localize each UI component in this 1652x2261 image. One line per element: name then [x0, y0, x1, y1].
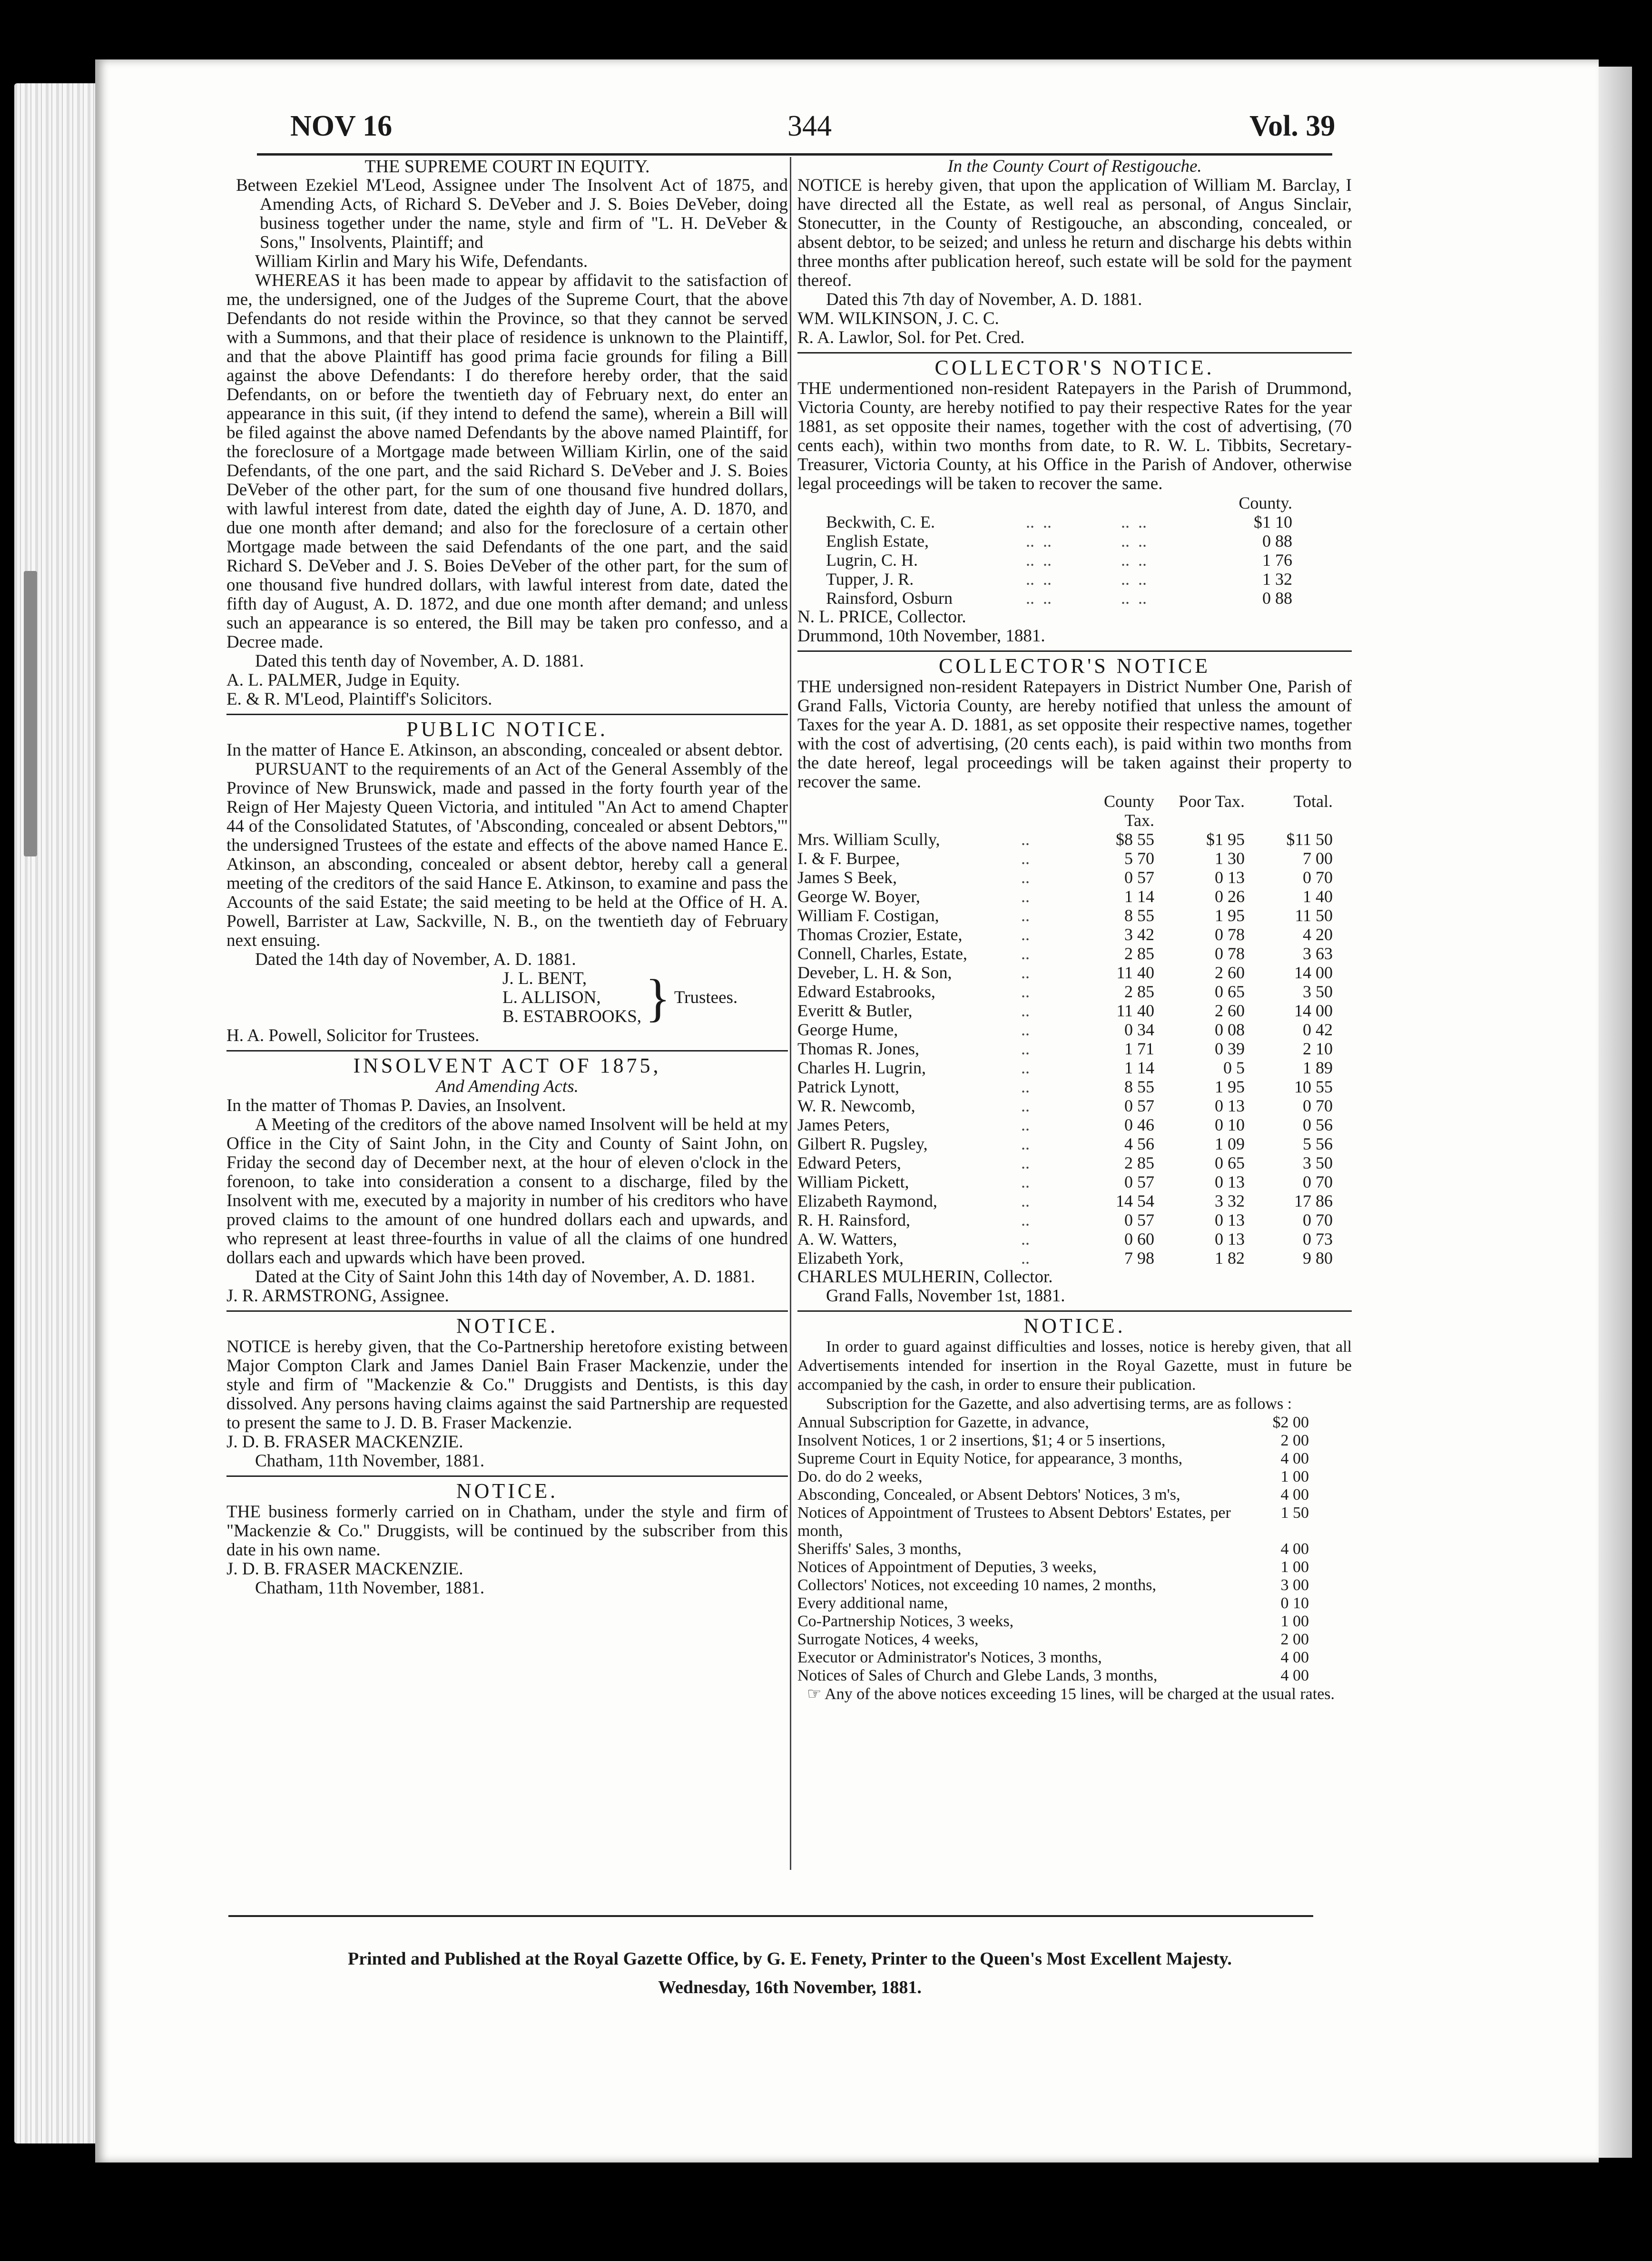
table-row: [797, 1468, 1309, 1486]
table-row: [797, 1153, 1333, 1172]
fee-item: Notices of Appointment of Trustees to Absent Debtors' Estates, per month,: [797, 1504, 1231, 1540]
fee-amount: 4 00: [1280, 1450, 1309, 1467]
poor-tax: 2 60: [1215, 1001, 1245, 1020]
table-row: [797, 1115, 1333, 1134]
ratepayer-name: Mrs. William Scully,: [797, 830, 940, 849]
trustees-block: [226, 969, 788, 1026]
rate-amount: 1 76: [1262, 551, 1292, 570]
total-tax: 2 10: [1303, 1039, 1333, 1058]
leader-dots: ..: [1021, 1172, 1030, 1191]
county-tax: 2 85: [1124, 1153, 1154, 1172]
poor-tax: 0 13: [1215, 1172, 1245, 1191]
fee-amount: 4 00: [1280, 1667, 1309, 1684]
county-tax: 2 85: [1124, 944, 1154, 963]
supreme-court-body: WHEREAS it has been made to appear by affidavit to the satisfaction of me, the undersigned, one of the Judges of the Supreme Court, that the above Defendants do not reside within the Province, so that they cannot be served with a Summons, and that their place of residence is unknown to the Plaintiff, and that the above Plaintiff has good prima facie grounds for filing a Bill against the above Defendants: I do therefore hereby order, that the said Defendants, on or before the twentieth day of February next, do enter an appearance in this suit, (if they intend to defend the same), wherein a Bill will be filed against the above named Defendants by the above named Plaintiff, for the foreclosure of a Mortgage made between William Kirlin, one of the said Defendants, of the one part, and the said Richard S. DeVeber and J. S. Boies DeVeber of the other part, for the sum of one thousand five hundred dollars, with lawful interest from date, dated the eighth day of June, A. D. 1870, and due one month after demand; and also for the foreclosure of a certain other Mortgage made between the said Defendants of the one part, and the said Richard S. DeVeber and J. S. Boies DeVeber of the other part, for the sum of one thousand five hundred dollars, with lawful interest from date, dated the fifth day of August, A. D. 1872, and due one month after demand; and unless such an appearance is so entered, the Bill may be taken pro confesso, and a Decree made.: [226, 271, 788, 652]
table-row: [826, 589, 1292, 608]
supreme-court-signature: A. L. PALMER, Judge in Equity.: [226, 670, 460, 690]
table-row: [797, 1058, 1333, 1077]
supreme-court-dated: Dated this tenth day of November, A. D. 1881.: [255, 651, 584, 671]
county-court-title: In the County Court of Restigouche.: [947, 157, 1202, 176]
table-row: [797, 1001, 1333, 1020]
ratepayer-name: William F. Costigan,: [797, 906, 939, 925]
county-tax: 0 46: [1124, 1115, 1154, 1134]
county-tax: 11 40: [1116, 963, 1154, 982]
leader-dots: ..: [1021, 925, 1030, 944]
total-tax: 9 80: [1303, 1248, 1333, 1268]
table-row: [797, 849, 1333, 868]
collectors-notice-1-title: COLLECTOR'S NOTICE.: [934, 356, 1215, 379]
poor-tax: 1 95: [1215, 906, 1245, 925]
table-row: [797, 944, 1333, 963]
divider-rule: [797, 650, 1352, 652]
county-tax: 0 60: [1124, 1229, 1154, 1248]
fee-item: Notices of Appointment of Deputies, 3 weeks,: [797, 1558, 1097, 1576]
ratepayer-name: George W. Boyer,: [797, 887, 920, 906]
table-row: [797, 1414, 1309, 1432]
header-volume: Vol. 39: [1249, 110, 1336, 142]
partnership-notice-title: NOTICE.: [456, 1314, 559, 1337]
ratepayer-name: Gilbert R. Pugsley,: [797, 1134, 928, 1153]
poor-tax: 0 13: [1215, 1229, 1245, 1248]
advertising-terms-notice: [797, 1314, 1352, 1704]
public-notice-title: PUBLIC NOTICE.: [406, 718, 608, 741]
table-row: [797, 1540, 1309, 1558]
trustee-name: L. ALLISON,: [502, 988, 601, 1007]
leader-dots: ..: [1021, 849, 1030, 868]
column-header-total: Total.: [1293, 792, 1333, 811]
business-notice-title: NOTICE.: [456, 1479, 559, 1503]
total-tax: 5 56: [1303, 1134, 1333, 1153]
ratepayer-name: R. H. Rainsford,: [797, 1210, 910, 1229]
footer-imprint: Printed and Published at the Royal Gazette Office, by G. E. Fenety, Printer to the Queen's Most Excellent Majesty.: [348, 1949, 1232, 1969]
county-tax: 0 57: [1124, 1172, 1154, 1191]
total-tax: 0 42: [1303, 1020, 1333, 1039]
leader-dots: ..: [1021, 982, 1030, 1001]
leader-dots: ..: [1021, 963, 1030, 982]
leader-dots: .. ..: [1026, 570, 1052, 589]
poor-tax: 0 39: [1215, 1039, 1245, 1058]
advertising-notice-body: In order to guard against difficulties and losses, notice is hereby given, that all Advertisements intended for insertion in the Royal Gazette, must in future be accompanied by the cash, in order to ensure their publication.: [797, 1338, 1352, 1394]
supreme-court-solicitors: E. & R. M'Leod, Plaintiff's Solicitors.: [226, 689, 492, 709]
table-row: [797, 963, 1333, 982]
poor-tax: 3 32: [1215, 1191, 1245, 1210]
fee-amount: 1 00: [1280, 1612, 1309, 1630]
total-tax: 0 70: [1303, 1096, 1333, 1115]
table-row: [797, 906, 1333, 925]
column-header: County.: [1239, 493, 1292, 512]
collectors-notice-1-signature: N. L. PRICE, Collector.: [797, 607, 966, 627]
brace-glyph: }: [645, 969, 670, 1027]
leader-dots: .. ..: [1121, 551, 1147, 570]
poor-tax: 2 60: [1215, 963, 1245, 982]
total-tax: 3 63: [1303, 944, 1333, 963]
table-row: [797, 887, 1333, 906]
fee-item: Absconding, Concealed, or Absent Debtors' Notices, 3 m's,: [797, 1486, 1180, 1504]
ratepayer-name: A. W. Watters,: [797, 1229, 897, 1248]
ratepayer-name: James S Beek,: [797, 868, 897, 887]
ratepayer-name: Deveber, L. H. & Son,: [797, 963, 952, 982]
table-row: [826, 551, 1292, 570]
ratepayer-name: Edward Estabrooks,: [797, 982, 935, 1001]
county-tax: 0 57: [1124, 1210, 1154, 1229]
leader-dots: .. ..: [1121, 531, 1147, 551]
fee-amount: 4 00: [1280, 1486, 1309, 1504]
leader-dots: ..: [1021, 1153, 1030, 1172]
insolvent-act-dated: Dated at the City of Saint John this 14th day of November, A. D. 1881.: [255, 1267, 755, 1287]
footer-rule: [228, 1915, 1313, 1917]
poor-tax: 0 26: [1215, 887, 1245, 906]
leader-dots: .. ..: [1121, 512, 1147, 531]
total-tax: 0 73: [1303, 1229, 1333, 1248]
table-row: [797, 1191, 1333, 1210]
collectors-notice-2-title: COLLECTOR'S NOTICE: [938, 654, 1210, 678]
county-court-signature: WM. WILKINSON, J. C. C.: [797, 309, 999, 328]
partnership-notice-dated: Chatham, 11th November, 1881.: [255, 1451, 485, 1471]
poor-tax: 0 5: [1223, 1058, 1245, 1077]
total-tax: 0 70: [1303, 868, 1333, 887]
ratepayer-name: Rainsford, Osburn: [826, 589, 953, 608]
county-tax: 7 98: [1124, 1248, 1154, 1268]
ratepayer-name: Charles H. Lugrin,: [797, 1058, 926, 1077]
county-tax: $8 55: [1116, 830, 1154, 849]
ratepayer-name: W. R. Newcomb,: [797, 1096, 915, 1115]
total-tax: 11 50: [1295, 906, 1333, 925]
partnership-notice-signature: J. D. B. FRASER MACKENZIE.: [226, 1432, 463, 1452]
poor-tax: 0 13: [1215, 1210, 1245, 1229]
leader-dots: ..: [1021, 1058, 1030, 1077]
leader-dots: ..: [1021, 944, 1030, 963]
divider-rule: [226, 1475, 788, 1477]
ratepayer-name: George Hume,: [797, 1020, 898, 1039]
poor-tax: 1 82: [1215, 1248, 1245, 1268]
header-date: NOV 16: [290, 110, 393, 142]
table-row: [826, 531, 1292, 551]
total-tax: 17 86: [1294, 1191, 1333, 1210]
collectors-notice-1-body: THE undermentioned non-resident Ratepayers in the Parish of Drummond, Victoria County, are hereby notified to pay their respective Rates for the year 1881, as set opposite their names, together with the cost of advertising, (70 cents each), within two months from date, to R. W. L. Tibbits, Secretary-Treasurer, Victoria County, at his Office in the Parish of Andover, otherwise legal proceedings will be taken to recover the same.: [797, 379, 1352, 493]
right-column: [797, 157, 1352, 1704]
leader-dots: .. ..: [1026, 531, 1052, 551]
partnership-notice: [226, 1314, 788, 1471]
poor-tax: 0 78: [1215, 925, 1245, 944]
county-tax: 11 40: [1116, 1001, 1154, 1020]
insolvent-act-matter: In the matter of Thomas P. Davies, an Insolvent.: [226, 1096, 566, 1115]
total-tax: 0 70: [1303, 1210, 1333, 1229]
table-row: [797, 1229, 1333, 1248]
business-notice-dated: Chatham, 11th November, 1881.: [255, 1578, 485, 1598]
trustee-name: B. ESTABROOKS,: [502, 1007, 642, 1026]
total-tax: 14 00: [1294, 1001, 1333, 1020]
table-row: [797, 868, 1333, 887]
leader-dots: ..: [1021, 1039, 1030, 1058]
fee-item: Supreme Court in Equity Notice, for appearance, 3 months,: [797, 1450, 1183, 1467]
ratepayer-name: Thomas R. Jones,: [797, 1039, 919, 1058]
fee-amount: 0 10: [1280, 1594, 1309, 1612]
leader-dots: .. ..: [1026, 589, 1052, 608]
partnership-notice-body: NOTICE is hereby given, that the Co-Partnership heretofore existing between Major Compton Clark and James Daniel Bain Fraser Mackenzie, under the style and firm of "Mackenzie & Co." Druggists and Dentists, is this day dissolved. Any persons having claims against the said Partnership are requested to present the same to J. D. B. Fraser Mackenzie.: [226, 1337, 788, 1433]
poor-tax: 0 13: [1215, 868, 1245, 887]
table-row: [797, 1248, 1333, 1268]
total-tax: 1 40: [1303, 887, 1333, 906]
table-row: [797, 1486, 1309, 1504]
leader-dots: ..: [1021, 1077, 1030, 1096]
county-tax: 0 57: [1124, 868, 1154, 887]
table-row: [797, 1649, 1309, 1667]
poor-tax: 0 13: [1215, 1096, 1245, 1115]
table-row: [797, 982, 1333, 1001]
page-right-edge: [1599, 67, 1632, 2158]
fee-amount: 2 00: [1280, 1631, 1309, 1648]
advertising-footnote: [797, 1685, 1352, 1704]
leader-dots: ..: [1021, 830, 1030, 849]
supreme-court-defendants: William Kirlin and Mary his Wife, Defendants.: [255, 252, 588, 271]
table-row: [797, 925, 1333, 944]
fee-item: Do. do do 2 weeks,: [797, 1468, 923, 1485]
ratepayer-name: Edward Peters,: [797, 1153, 901, 1172]
leader-dots: .. ..: [1026, 551, 1052, 570]
ratepayer-name: Lugrin, C. H.: [826, 551, 918, 570]
poor-tax: $1 95: [1206, 830, 1245, 849]
divider-rule: [226, 1050, 788, 1052]
fee-amount: 4 00: [1280, 1649, 1309, 1666]
collectors-notice-2-body: THE undersigned non-resident Ratepayers in District Number One, Parish of Grand Falls, Victoria County, are hereby notified that unless the amount of Taxes for the year A. D. 1881, as set opposite their respective names, together with the cost of advertising, (20 cents each), is paid within two months from the date hereof, legal proceedings will be taken against their property to recover the same.: [797, 677, 1352, 792]
divider-rule: [797, 352, 1352, 354]
leader-dots: ..: [1021, 1210, 1030, 1229]
ratepayer-name: English Estate,: [826, 531, 929, 551]
ratepayer-name: I. & F. Burpee,: [797, 849, 900, 868]
header-rule: [257, 153, 1332, 156]
left-column: [226, 157, 788, 1598]
total-tax: 10 55: [1294, 1077, 1333, 1096]
public-notice-solicitor: H. A. Powell, Solicitor for Trustees.: [226, 1026, 480, 1045]
ratepayer-name: Beckwith, C. E.: [826, 512, 935, 531]
total-tax: 4 20: [1303, 925, 1333, 944]
fee-item: Notices of Sales of Church and Glebe Lands, 3 months,: [797, 1667, 1158, 1684]
business-notice-body: THE business formerly carried on in Chatham, under the style and firm of "Mackenzie & Co." Druggists, will be continued by the subscriber from this date in his own name.: [226, 1502, 788, 1560]
trustee-name: J. L. BENT,: [502, 969, 587, 988]
county-tax: 0 34: [1124, 1020, 1154, 1039]
leader-dots: ..: [1021, 1020, 1030, 1039]
ratepayer-name: Elizabeth York,: [797, 1248, 904, 1268]
supreme-court-title: THE SUPREME COURT IN EQUITY.: [364, 157, 650, 177]
binding-clip: [24, 571, 37, 856]
leader-dots: ..: [1021, 1248, 1030, 1268]
county-tax: 5 70: [1124, 849, 1154, 868]
county-tax: 3 42: [1124, 925, 1154, 944]
pointing-hand-icon: ☞: [807, 1685, 825, 1703]
fee-amount: $2 00: [1272, 1414, 1309, 1431]
ratepayer-name: Everitt & Butler,: [797, 1001, 913, 1020]
table-row: [797, 1504, 1309, 1540]
rate-amount: $1 10: [1254, 512, 1292, 531]
county-tax: 1 14: [1124, 1058, 1154, 1077]
grand-falls-tax-table: [797, 792, 1333, 1268]
fee-item: Annual Subscription for Gazette, in advance,: [797, 1414, 1089, 1431]
advertising-notice-intro: Subscription for the Gazette, and also advertising terms, are as follows :: [826, 1395, 1292, 1413]
fee-item: Executor or Administrator's Notices, 3 months,: [797, 1649, 1102, 1666]
table-row: [797, 1020, 1333, 1039]
fee-amount: 2 00: [1280, 1432, 1309, 1449]
total-tax: 3 50: [1303, 1153, 1333, 1172]
leader-dots: ..: [1021, 1191, 1030, 1210]
advertising-notice-title: NOTICE.: [1023, 1314, 1126, 1337]
fee-item: Co-Partnership Notices, 3 weeks,: [797, 1612, 1014, 1630]
fee-item: Insolvent Notices, 1 or 2 insertions, $1; 4 or 5 insertions,: [797, 1432, 1166, 1449]
public-notice-matter: In the matter of Hance E. Atkinson, an absconding, concealed or absent debtor.: [226, 740, 783, 760]
total-tax: 0 56: [1303, 1115, 1333, 1134]
total-tax: 14 00: [1294, 963, 1333, 982]
insolvent-act-notice: [226, 1056, 788, 1306]
divider-rule: [226, 1310, 788, 1312]
total-tax: 0 70: [1303, 1172, 1333, 1191]
poor-tax: 0 65: [1215, 982, 1245, 1001]
fee-amount: 1 00: [1280, 1468, 1309, 1485]
poor-tax: 1 09: [1215, 1134, 1245, 1153]
leader-dots: ..: [1021, 1134, 1030, 1153]
table-row: [797, 1432, 1309, 1450]
poor-tax: 0 78: [1215, 944, 1245, 963]
supreme-court-notice: [226, 157, 788, 709]
leader-dots: .. ..: [1121, 570, 1147, 589]
ratepayer-name: Connell, Charles, Estate,: [797, 944, 967, 963]
table-header-row: [826, 493, 1292, 512]
table-row: [797, 1039, 1333, 1058]
leader-dots: ..: [1021, 1115, 1030, 1134]
collectors-notice-2-dated: Grand Falls, November 1st, 1881.: [826, 1286, 1065, 1306]
collectors-notice-1-dated: Drummond, 10th November, 1881.: [797, 626, 1045, 646]
table-row: [797, 1077, 1333, 1096]
public-notice: [226, 720, 788, 1045]
county-court-dated: Dated this 7th day of November, A. D. 1881.: [826, 290, 1142, 309]
table-row: [826, 512, 1292, 531]
fee-amount: 4 00: [1280, 1540, 1309, 1558]
table-row: [797, 1594, 1309, 1612]
rate-amount: 1 32: [1262, 570, 1292, 589]
fee-amount: 3 00: [1280, 1576, 1309, 1594]
total-tax: 3 50: [1303, 982, 1333, 1001]
fee-amount: 1 50: [1280, 1504, 1309, 1522]
business-notice-signature: J. D. B. FRASER MACKENZIE.: [226, 1559, 463, 1579]
poor-tax: 0 08: [1215, 1020, 1245, 1039]
business-notice: [226, 1479, 788, 1598]
advertising-footnote-text: Any of the above notices exceeding 15 lines, will be charged at the usual rates.: [825, 1685, 1335, 1703]
poor-tax: 0 10: [1215, 1115, 1245, 1134]
column-header-county-tax: County Tax.: [1103, 792, 1154, 830]
county-court-notice: [797, 157, 1352, 347]
fee-item: Sheriffs' Sales, 3 months,: [797, 1540, 962, 1558]
divider-rule: [797, 1310, 1352, 1312]
rate-amount: 0 88: [1262, 589, 1292, 608]
table-row: [797, 1576, 1309, 1594]
fee-amount: 1 00: [1280, 1558, 1309, 1576]
table-row: [797, 1210, 1333, 1229]
table-row: [797, 1134, 1333, 1153]
leader-dots: ..: [1021, 1096, 1030, 1115]
poor-tax: 1 95: [1215, 1077, 1245, 1096]
leader-dots: ..: [1021, 1001, 1030, 1020]
poor-tax: 1 30: [1215, 849, 1245, 868]
insolvent-act-signature: J. R. ARMSTRONG, Assignee.: [226, 1286, 449, 1306]
fee-item: Collectors' Notices, not exceeding 10 names, 2 months,: [797, 1576, 1156, 1594]
insolvent-act-title: INSOLVENT ACT OF 1875,: [353, 1054, 661, 1077]
county-court-solicitor: R. A. Lawlor, Sol. for Pet. Cred.: [797, 328, 1025, 347]
supreme-court-parties: Between Ezekiel M'Leod, Assignee under The Insolvent Act of 1875, and Amending Acts, of Richard S. DeVeber and J. S. Boies DeVeber, doing business together under the name, style and firm of "L. H. DeVeber & Sons," Insolvents, Plaintiff; and: [236, 176, 788, 252]
county-tax: 14 54: [1116, 1191, 1154, 1210]
fee-item: Surrogate Notices, 4 weeks,: [797, 1631, 979, 1648]
table-row: [826, 570, 1292, 589]
ratepayer-name: James Peters,: [797, 1115, 890, 1134]
ratepayer-name: William Pickett,: [797, 1172, 909, 1191]
leader-dots: ..: [1021, 906, 1030, 925]
leader-dots: .. ..: [1121, 589, 1147, 608]
county-tax: 2 85: [1124, 982, 1154, 1001]
county-tax: 8 55: [1124, 1077, 1154, 1096]
leader-dots: ..: [1021, 868, 1030, 887]
fee-item: Every additional name,: [797, 1594, 948, 1612]
ratepayer-name: Elizabeth Raymond,: [797, 1191, 937, 1210]
county-tax: 1 71: [1124, 1039, 1154, 1058]
table-row: [797, 1558, 1309, 1576]
insolvent-act-body: A Meeting of the creditors of the above named Insolvent will be held at my Office in the City of Saint John, in the City and County of Saint John, on Friday the second day of December next, at the hour of eleven o'clock in the forenoon, to take into consideration a consent to a discharge, filed by the Insolvent with me, executed by a majority in number of his creditors who have proved claims to the amount of one hundred dollars each and upwards, and who represent at least three-fourths in value of all the claims of one hundred dollars each and upwards which have been proved.: [226, 1115, 788, 1268]
public-notice-dated: Dated the 14th day of November, A. D. 1881.: [255, 950, 576, 969]
table-row: [797, 1096, 1333, 1115]
advertising-fee-table: [797, 1414, 1309, 1685]
leader-dots: ..: [1021, 1229, 1030, 1248]
collectors-notice-2-signature: CHARLES MULHERIN, Collector.: [797, 1267, 1053, 1287]
column-divider: [790, 157, 791, 1870]
ratepayer-name: Patrick Lynott,: [797, 1077, 899, 1096]
total-tax: 7 00: [1303, 849, 1333, 868]
total-tax: 1 89: [1303, 1058, 1333, 1077]
poor-tax: 0 65: [1215, 1153, 1245, 1172]
county-tax: 0 57: [1124, 1096, 1154, 1115]
county-tax: 8 55: [1124, 906, 1154, 925]
table-row: [797, 1172, 1333, 1191]
county-tax: 4 56: [1124, 1134, 1154, 1153]
table-row: [797, 830, 1333, 849]
table-row: [797, 1667, 1309, 1685]
ratepayer-name: Thomas Crozier, Estate,: [797, 925, 963, 944]
table-header-row: [797, 792, 1333, 830]
insolvent-act-subtitle: And Amending Acts.: [436, 1077, 579, 1096]
header-page-number: 344: [787, 110, 832, 142]
footer-date: Wednesday, 16th November, 1881.: [658, 1977, 922, 1997]
drummond-rates-table: [826, 493, 1292, 608]
table-row: [797, 1612, 1309, 1631]
leader-dots: ..: [1021, 887, 1030, 906]
trustees-label: Trustees.: [674, 988, 738, 1007]
table-row: [797, 1450, 1309, 1468]
ratepayer-name: Tupper, J. R.: [826, 570, 914, 589]
divider-rule: [226, 714, 788, 715]
leader-dots: .. ..: [1026, 512, 1052, 531]
table-row: [797, 1631, 1309, 1649]
rate-amount: 0 88: [1262, 531, 1292, 551]
collectors-notice-drummond: [797, 358, 1352, 646]
public-notice-body: PURSUANT to the requirements of an Act of the General Assembly of the Province of New Brunswick, made and passed in the forty fourth year of the Reign of Her Majesty Queen Victoria, and intituled "An Act to amend Chapter 44 of the Consolidated Statutes, of 'Absconding, concealed or absent Debtors,'" the undersigned Trustees of the estate and effects of the above named Hance E. Atkinson, an absconding, concealed or absent debtor, hereby call a general meeting of the creditors of the said Hance E. Atkinson, to examine and pass the Accounts of the said Estate; the said meeting to be held at the Office of H. A. Powell, Barrister at Law, Sackville, N. B., on the twentieth day of February next ensuing.: [226, 759, 788, 950]
county-court-body: NOTICE is hereby given, that upon the application of William M. Barclay, I have directed all the Estate, as well real as personal, of Angus Sinclair, Stonecutter, in the County of Restigouche, an absconding, concealed, or absent debtor, to be seized; and unless he return and discharge his debts within three months after publication hereof, such estate will be sold for the payment thereof.: [797, 176, 1352, 290]
column-header-poor-tax: Poor Tax.: [1179, 792, 1245, 811]
total-tax: $11 50: [1286, 830, 1333, 849]
county-tax: 1 14: [1124, 887, 1154, 906]
collectors-notice-grand-falls: [797, 654, 1352, 1306]
